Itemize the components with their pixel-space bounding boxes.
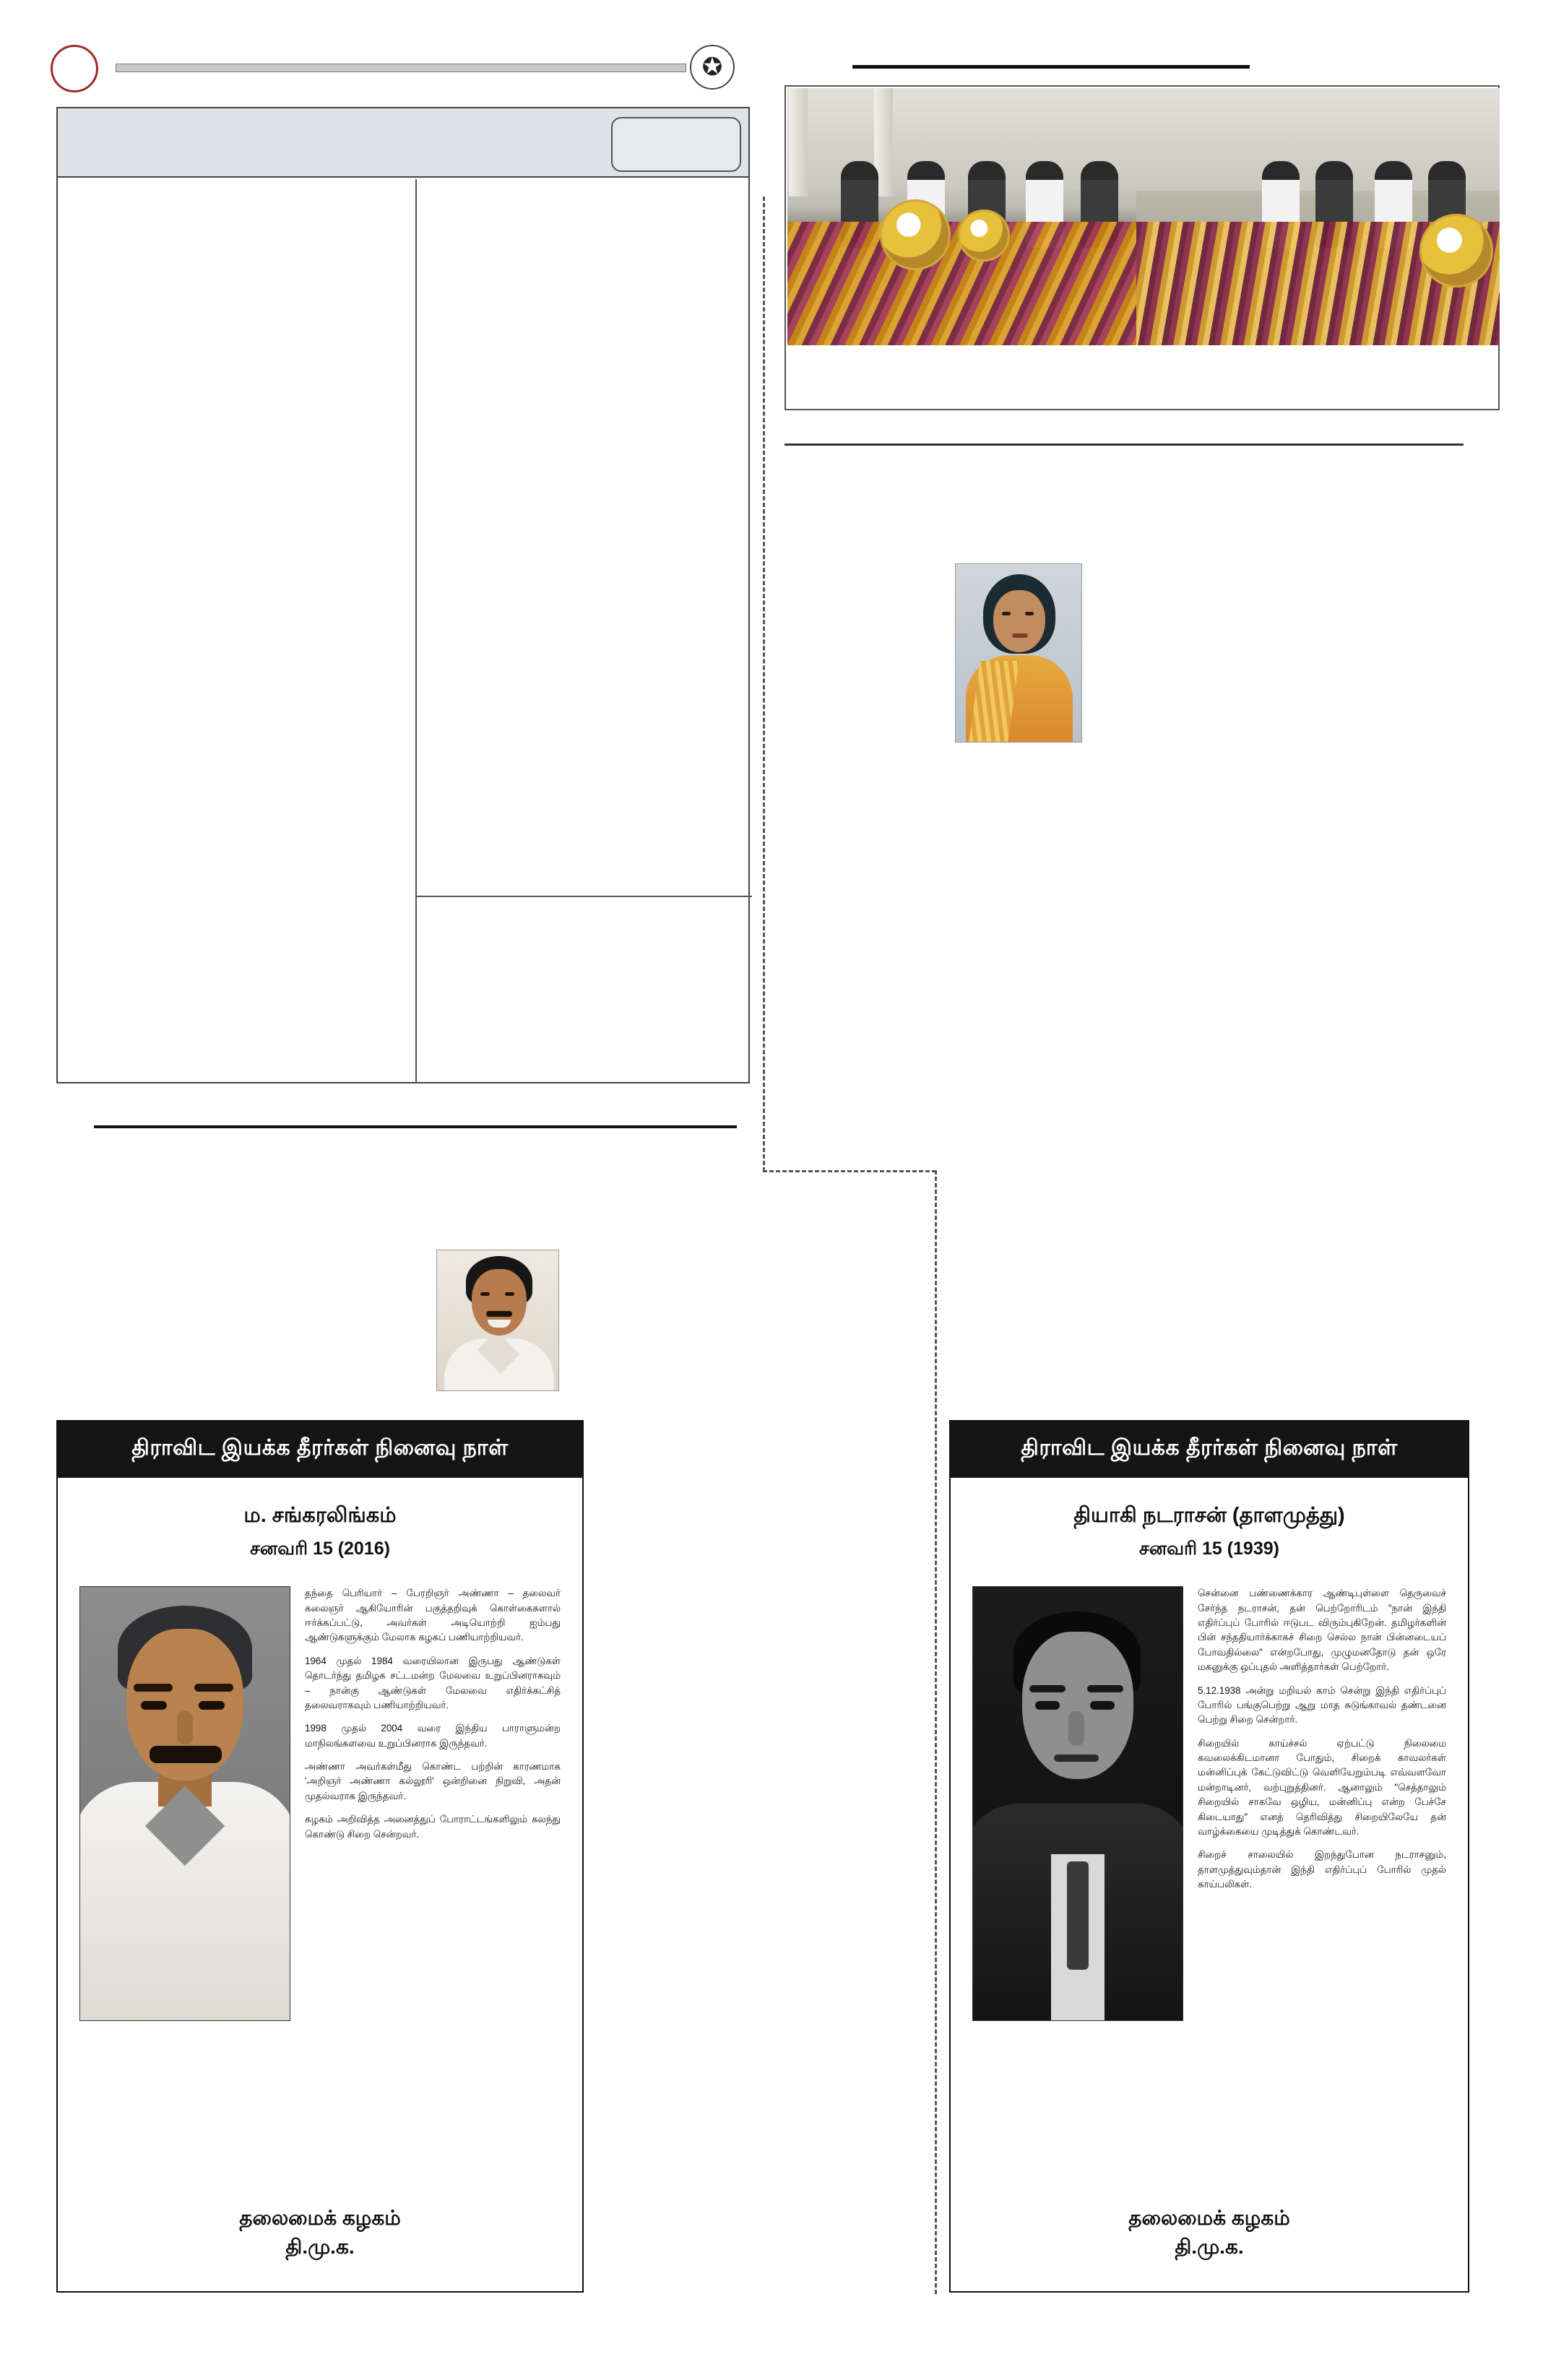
notice-paragraph: 5.12.1938 அன்று மறியல் காம் சென்று இந்தி எதிர்ப்புப் போரில் பங்குபெற்று ஆறு மாத சுடுங்காவல் தண்டனை பெற்று சிறை சென்றார். [1198,1684,1446,1726]
right-column-rule [785,443,1464,446]
photo-memorial-right [1136,88,1500,345]
notice-footer-line2: தி.மு.க. [1175,2236,1244,2259]
notice-banner-left: திராவிட இயக்க தீரர்கள் நினைவு நாள் [58,1421,582,1478]
masthead-rule-right [852,65,1250,69]
notice-footer-left [58,2204,582,2262]
notice-date-right: சனவரி 15 (1939) [1139,1539,1279,1559]
portrait-woman-photo [955,563,1082,743]
memorial-notice-left [56,1420,584,2293]
masthead-title-bar [116,64,686,72]
notice-footer-right [951,2204,1468,2262]
emblem-glyph: ✪ [701,53,723,81]
party-emblem-icon [690,45,735,90]
photo-panel [785,85,1500,410]
notice-paragraph: சிறைச் சாலையில் இறந்துபோன நடராசனும், தாளமுத்துவும்தான் இந்தி எதிர்ப்புப் போரில் முதல் காய்பலிகள். [1198,1849,1446,1890]
left-article-bottom-spacer [116,998,751,1000]
notice-paragraph: சிறையில் காய்ச்சல் ஏற்பட்டு நிலைமை கவலைக்கிடமானா போதும், சிறைக் காவலர்கள் மன்னிப்புக் கேட்டுவிட்டு வெளியேறும்படி எவ்வளவோ மன்றாடினர், வற்புறுத்தினர். ஆனாலும் "செத்தாலும் சிறையில் சாகவே ஒழிய, மன்னிப்பு என்ற பேச்சே கிடையாது" எனத் தெரிவித்து சிறையிலேயே தன் வாழ்க்கையை முடித்துக் கொண்டவர். [1198,1737,1446,1837]
notice-footer-line1: தலைமைக் கழகம் [239,2206,401,2229]
masthead-circle-emblem [51,45,98,92]
photo-memorial-left [787,88,1136,345]
notice-body-left [79,1586,561,2021]
notice-footer-line2: தி.மு.க. [285,2236,355,2259]
notice-text-left [305,1586,561,2021]
notice-name-left: ம. சங்கரலிங்கம் [243,1504,397,1527]
photo-strip [787,88,1500,345]
notice-paragraph: 1998 முதல் 2004 வரை இந்திய பாராளுமன்ற மாநிலங்களவை உறுப்பினராக இருந்தவர். [305,1723,561,1749]
notice-date-left: சனவரி 15 (2016) [250,1539,390,1559]
notice-paragraph: சென்னை பண்ணைக்கார ஆண்டிபுள்ளை தெருவைச் சேர்ந்த நடராசன், தன் பெற்றோரிடம் "நான் இந்தி எதிர்ப்புப் போரில் ஈடுபட விரும்புகிறேன். தமிழர்களின் பின் சந்ததியார்க்காகச் சிறை செல்ல நான் பின்னடையப் போவதில்லை" என்றபோது, முழுமனதோடு தன் ஒரே மகனுக்கு ஒப்புதல் அளித்தார்கள் பெற்றோர். [1198,1588,1446,1673]
left-article-underline [94,1125,737,1128]
dashed-divider-vertical-lower [935,1170,937,2294]
notice-footer-line1: தலைமைக் கழகம் [1128,2206,1290,2229]
dashed-divider-horizontal [763,1170,936,1172]
dashed-divider-vertical-upper [763,196,765,1172]
column-divider [415,179,417,1082]
memorial-notice-right [949,1420,1469,2293]
notice-paragraph: 1964 முதல் 1984 வரையிலான இருபது ஆண்டுகள் தொடர்ந்து தமிழக சட்டமன்ற மேலவை உறுப்பினராகவும் – நான்கு ஆண்டுகள் மேலவை எதிர்க்கட்சித் தலைவராகவும் பணியாற்றியவர். [305,1655,561,1710]
notice-paragraph: கழகம் அறிவித்த அனைத்துப் போராட்டங்களிலும் கலந்து கொண்டு சிறை சென்றவர். [305,1814,561,1840]
column-inner-rule [415,896,752,897]
notice-paragraph: தந்தை பெரியார் – பேரறிஞர் அண்ணா – தலைவர் கலைஞர் ஆகியோரின் பகுத்தறிவுக் கொள்கைகளால் ஈர்க்கப்பட்டு, அவர்கள் அடியொற்றி ஐம்பது ஆண்டுகளுக்கும் மேலாக கழகப் பணியாற்றியவர். [305,1588,561,1643]
portrait-man-photo [436,1250,559,1391]
portrait-sankaralingam [79,1586,290,2021]
portrait-natarajan [972,1586,1183,2021]
left-article-header-tag [611,117,741,172]
notice-name-right: தியாகி நடராசன் (தாளமுத்து) [1073,1504,1345,1527]
notice-body-right [972,1586,1446,2021]
left-article-header-band [58,108,748,178]
notice-text-right [1198,1586,1446,2021]
left-article-frame [56,107,750,1083]
notice-paragraph: அண்ணா அவர்கள்மீது கொண்ட பற்றின் காரணமாக 'அறிஞர் அண்ணா கல்லூரி' ஒன்றினை நிறுவி, அதன் முதல்வராக இருந்தவர். [305,1761,561,1801]
notice-banner-right: திராவிட இயக்க தீரர்கள் நினைவு நாள் [951,1421,1468,1478]
